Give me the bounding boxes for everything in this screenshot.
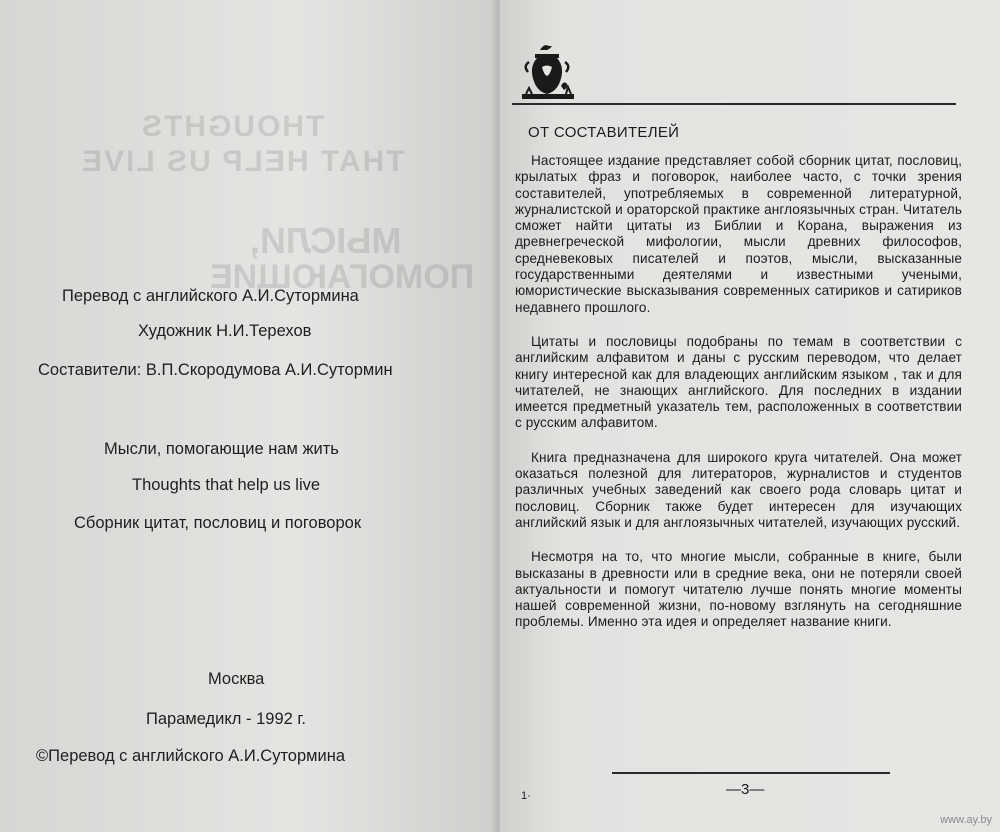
compilers-credit: Составители: В.П.Скородумова А.И.Сутормин	[38, 361, 393, 379]
preface-paragraph: Несмотря на то, что многие мысли, собранные в книге, были высказаны в древности или в средние века, они не потеряли своей актуальности и помогут читателю лучше понять многие моменты нашей современной жизни, по-новому взглянуть на сегодняшние проблемы. Именно эта идея и определяет название книги.	[515, 549, 962, 630]
artist-credit: Художник Н.И.Терехов	[138, 322, 312, 340]
publisher-year: Парамедикл - 1992 г.	[146, 710, 306, 728]
section-heading: ОТ СОСТАВИТЕЛЕЙ	[528, 124, 680, 141]
bleed-through-text: ПОМОГАЮЩИЕ	[210, 258, 475, 296]
book-title-russian: Мысли, помогающие нам жить	[104, 440, 339, 458]
preface-paragraph: Настоящее издание представляет собой сборник цитат, пословиц, крылатых фраз и поговорок, наиболее часто, с точки зрения составителей, употребляемых в современной литературной, журналистской и ораторской практике англоязычных стран. Читатель сможет найти цитаты из Библии и Корана, выражения из древнегреческой мифологии, мысли древних философов, средневековых писателей и поэтов, мысли, высказанные государственными деятелями и известными учеными, юмористические высказывания современных сатириков и сатириков недавнего прошлого.	[515, 153, 962, 315]
signature-mark: 1·	[521, 790, 531, 802]
book-title-english: Thoughts that help us live	[132, 476, 321, 494]
page-number: —3—	[726, 781, 765, 798]
bleed-through-text: THAT HELP US LIVE	[80, 145, 405, 178]
footer-rule	[612, 772, 890, 774]
preface-paragraph: Книга предназначена для широкого круга читателей. Она может оказаться полезной для литераторов, журналистов и студентов различных учебных заведений как своего рода словарь цитат и пословиц. Сборник также будет интересен для изучающих английский язык и для англоязычных читателей, изучающих русский.	[515, 449, 962, 530]
book-subtitle: Сборник цитат, пословиц и поговорок	[74, 514, 362, 532]
left-page	[0, 0, 496, 832]
publication-city: Москва	[208, 670, 265, 688]
bleed-through-text: THOUGHTS	[140, 110, 325, 143]
preface-paragraph: Цитаты и пословицы подобраны по темам в соответствии с английским алфавитом и даны с русским переводом, что делает книгу интересной как для владеющих английским языком , так и для читателей, не знающих английского. Для последних в издании имеется предметный указатель тем, расположенных в соответствии с русским алфавитом.	[515, 333, 962, 431]
copyright-line: ©Перевод с английского А.И.Сутормина	[36, 747, 346, 765]
translator-credit: Перевод с английского А.И.Сутормина	[62, 287, 359, 305]
site-watermark: www.ay.by	[940, 814, 992, 826]
header-rule	[512, 103, 956, 105]
bleed-through-text: МЫСЛИ,	[250, 220, 402, 261]
preface-body	[515, 153, 962, 649]
amphora-emblem-icon	[518, 40, 578, 102]
